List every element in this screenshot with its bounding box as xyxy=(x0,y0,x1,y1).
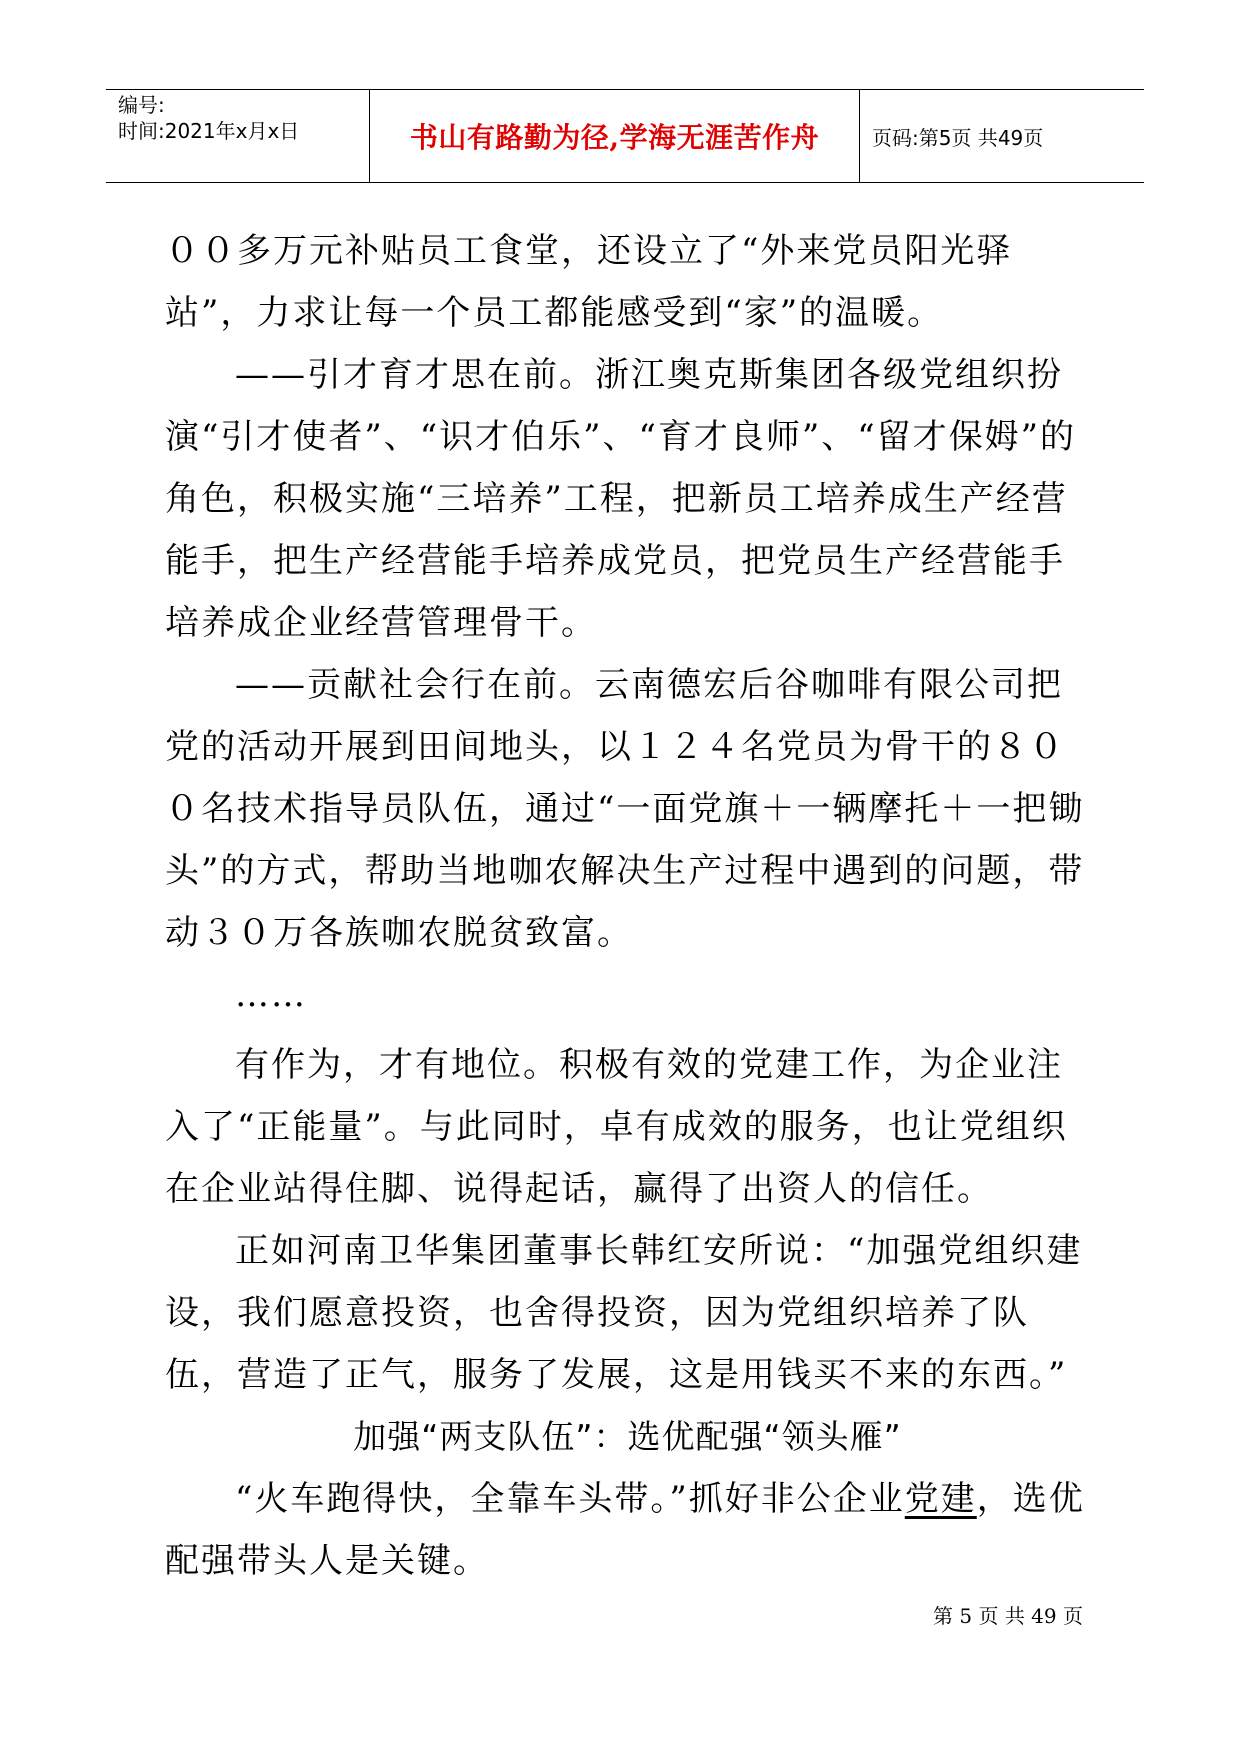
ellipsis-paragraph: …… xyxy=(235,975,307,1015)
header-time-label: 时间:2021年x月x日 xyxy=(118,119,300,143)
body-paragraph-3: ——贡献社会行在前。云南德宏后谷咖啡有限公司把党的活动开展到田间地头，以１２４名党员为骨干的８００名技术指导员队伍，通过“一面党旗＋一辆摩托＋一把锄头”的方式，帮助当地咖农解决生产过程中遇到的问题，带动３０万各族咖农脱贫致富。 xyxy=(165,665,1085,953)
paragraph-text-after-link: ，选优配强带头人是关键。 xyxy=(165,1479,1085,1581)
document-header xyxy=(106,89,1144,183)
header-number-label: 编号: xyxy=(118,93,165,117)
header-meta xyxy=(106,90,370,182)
header-page-label: 页码:第5页 共49页 xyxy=(872,125,1044,150)
body-paragraph-5: 正如河南卫华集团董事长韩红安所说：“加强党组织建设，我们愿意投资，也舍得投资，因为党组织培养了队伍，营造了正气，服务了发展，这是用钱买不来的东西。” xyxy=(165,1231,1083,1395)
body-paragraph-4: 有作为，才有地位。积极有效的党建工作，为企业注入了“正能量”。与此同时，卓有成效的服务，也让党组织在企业站得住脚、说得起话，赢得了出资人的信任。 xyxy=(165,1045,1068,1209)
header-motto: 书山有路勤为径,学海无涯苦作舟 xyxy=(370,90,860,182)
party-building-link[interactable]: 党建 xyxy=(904,1479,977,1519)
section-heading: 加强“两支队伍”：选优配强“领头雁” xyxy=(353,1417,902,1456)
body-paragraph-1: ００多万元补贴员工食堂，还设立了“外来党员阳光驿站”，力求让每一个员工都能感受到“家”的温暖。 xyxy=(165,231,1013,333)
page-footer: 第 5 页 共 49 页 xyxy=(933,1604,1083,1628)
body-paragraph-6 xyxy=(165,1468,1090,1592)
paragraph-text-before-link: “火车跑得快，全靠车头带。”抓好非公企业 xyxy=(235,1479,905,1519)
body-paragraph-2: ——引才育才思在前。浙江奥克斯集团各级党组织扮演“引才使者”、“识才伯乐”、“育才良师”、“留才保姆”的角色，积极实施“三培养”工程，把新员工培养成生产经营能手，把生产经营能手培养成党员，把党员生产经营能手培养成企业经营管理骨干。 xyxy=(165,355,1077,643)
document-body xyxy=(165,220,1090,1592)
